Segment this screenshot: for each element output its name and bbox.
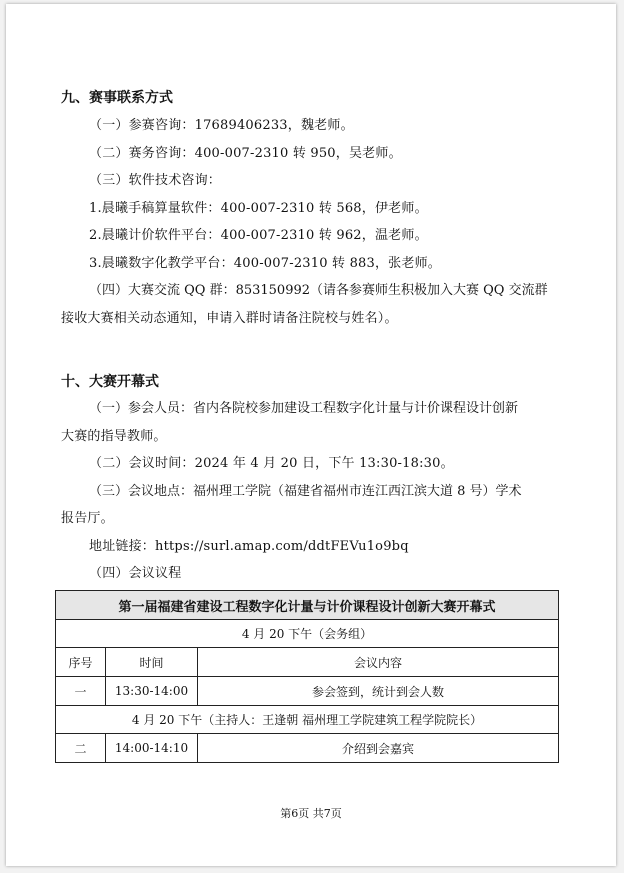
section-9-line-4: 1.晨曦手稿算量软件：400-007-2310 转 568，伊老师。	[89, 201, 428, 216]
section-10-heading: 十、大赛开幕式	[61, 374, 159, 390]
agenda-table	[55, 590, 559, 763]
section-9-heading: 九、赛事联系方式	[61, 90, 173, 106]
agenda-title-row	[56, 591, 559, 620]
section-9-line-5: 2.晨曦计价软件平台：400-007-2310 转 962，温老师。	[89, 228, 428, 243]
section-10-line-1a: （一）参会人员：省内各院校参加建设工程数字化计量与计价课程设计创新	[89, 401, 519, 416]
header-no: 序号	[56, 648, 106, 677]
agenda-session-row	[56, 620, 559, 648]
section-9-line-3: （三）软件技术咨询：	[89, 173, 222, 188]
section-10-line-3b: 报告厅。	[61, 511, 114, 526]
header-time: 时间	[106, 648, 198, 677]
section-10-line-5: （四）会议议程	[89, 566, 182, 581]
section-10-line-1b: 大赛的指导教师。	[61, 429, 167, 444]
section-9-line-2: （二）赛务咨询：400-007-2310 转 950，吴老师。	[89, 146, 402, 161]
section-9-line-1: （一）参赛咨询：17689406233，魏老师。	[89, 118, 354, 133]
agenda-session-1: 4 月 20 下午（会务组）	[56, 620, 559, 648]
section-9-line-6: 3.晨曦数字化教学平台：400-007-2310 转 883，张老师。	[89, 256, 441, 271]
table-row	[56, 734, 559, 763]
agenda-header-row	[56, 648, 559, 677]
row-2-content: 介绍到会嘉宾	[198, 734, 559, 763]
agenda-title: 第一届福建省建设工程数字化计量与计价课程设计创新大赛开幕式	[56, 591, 559, 620]
section-10-line-2: （二）会议时间：2024 年 4 月 20 日，下午 13:30-18:30。	[89, 456, 454, 471]
agenda-session-row	[56, 706, 559, 734]
table-row	[56, 677, 559, 706]
row-2-no: 二	[56, 734, 106, 763]
header-content: 会议内容	[198, 648, 559, 677]
document-page	[6, 4, 616, 866]
section-9-line-7b: 接收大赛相关动态通知，申请入群时请备注院校与姓名）。	[61, 311, 398, 326]
agenda-session-2: 4 月 20 下午（主持人：王逢朝 福州理工学院建筑工程学院院长）	[56, 706, 559, 734]
row-1-content: 参会签到，统计到会人数	[198, 677, 559, 706]
page-footer: 第6页 共7页	[280, 807, 342, 820]
address-link-line: 地址链接：https://surl.amap.com/ddtFEVu1o9bq	[89, 539, 409, 554]
row-1-time: 13:30-14:00	[106, 677, 198, 706]
row-2-time: 14:00-14:10	[106, 734, 198, 763]
row-1-no: 一	[56, 677, 106, 706]
section-10-line-3a: （三）会议地点：福州理工学院（福建省福州市连江西江滨大道 8 号）学术	[89, 484, 522, 499]
section-9-line-7a: （四）大赛交流 QQ 群：853150992（请各参赛师生积极加入大赛 QQ 交流群	[89, 283, 548, 298]
